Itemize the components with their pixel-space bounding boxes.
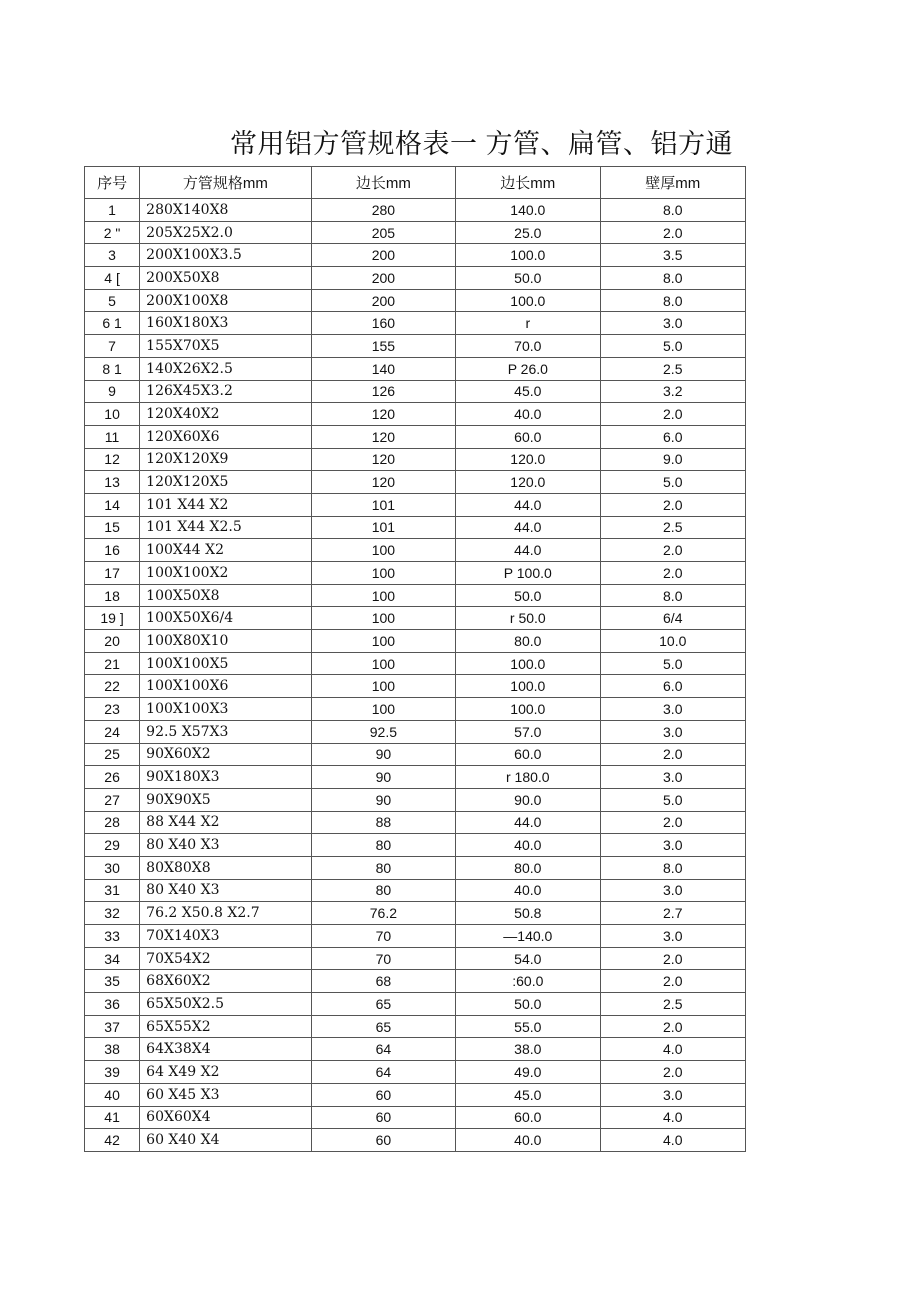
row-thickness: 3.0 <box>600 1083 745 1106</box>
header-side-b: 边长mm <box>456 167 600 199</box>
row-spec: 200X50X8 <box>140 267 312 290</box>
row-side-a: 160 <box>311 312 455 335</box>
row-side-a: 155 <box>311 335 455 358</box>
row-index: 23 <box>85 698 140 721</box>
row-side-b: 45.0 <box>456 380 600 403</box>
row-index: 8 1 <box>85 357 140 380</box>
table-row <box>85 607 746 630</box>
row-side-b: 50.0 <box>456 993 600 1016</box>
row-spec: 70X54X2 <box>140 947 312 970</box>
row-side-b: r 180.0 <box>456 766 600 789</box>
table-row <box>85 289 746 312</box>
row-side-a: 76.2 <box>311 902 455 925</box>
row-index: 25 <box>85 743 140 766</box>
row-thickness: 2.5 <box>600 993 745 1016</box>
row-side-b: 44.0 <box>456 516 600 539</box>
row-side-b: 70.0 <box>456 335 600 358</box>
row-side-b: 38.0 <box>456 1038 600 1061</box>
row-spec: 68X60X2 <box>140 970 312 993</box>
row-index: 21 <box>85 652 140 675</box>
row-thickness: 8.0 <box>600 584 745 607</box>
table-row <box>85 357 746 380</box>
row-thickness: 6.0 <box>600 425 745 448</box>
table-row <box>85 856 746 879</box>
row-side-a: 126 <box>311 380 455 403</box>
row-index: 19 ] <box>85 607 140 630</box>
row-spec: 76.2 X50.8 X2.7 <box>140 902 312 925</box>
row-spec: 100X100X6 <box>140 675 312 698</box>
table-row <box>85 993 746 1016</box>
row-spec: 100X44 X2 <box>140 539 312 562</box>
row-thickness: 4.0 <box>600 1129 745 1152</box>
row-side-a: 100 <box>311 675 455 698</box>
row-thickness: 5.0 <box>600 652 745 675</box>
row-side-b: r 50.0 <box>456 607 600 630</box>
row-index: 4 [ <box>85 267 140 290</box>
row-side-b: r <box>456 312 600 335</box>
row-index: 5 <box>85 289 140 312</box>
table-row <box>85 879 746 902</box>
row-side-a: 100 <box>311 698 455 721</box>
row-spec: 200X100X8 <box>140 289 312 312</box>
row-spec: 140X26X2.5 <box>140 357 312 380</box>
row-side-b: 60.0 <box>456 425 600 448</box>
table-row <box>85 788 746 811</box>
row-side-b: 40.0 <box>456 403 600 426</box>
table-row <box>85 675 746 698</box>
row-spec: 65X55X2 <box>140 1015 312 1038</box>
row-index: 3 <box>85 244 140 267</box>
page-title: 常用铝方管规格表一 方管、扁管、铝方通 <box>230 129 734 159</box>
row-thickness: 3.0 <box>600 720 745 743</box>
row-thickness: 2.0 <box>600 539 745 562</box>
row-index: 10 <box>85 403 140 426</box>
row-index: 14 <box>85 493 140 516</box>
row-spec: 100X50X6/4 <box>140 607 312 630</box>
row-side-b: 49.0 <box>456 1061 600 1084</box>
table-row <box>85 698 746 721</box>
row-spec: 120X120X9 <box>140 448 312 471</box>
row-spec: 60X60X4 <box>140 1106 312 1129</box>
row-thickness: 2.0 <box>600 947 745 970</box>
row-spec: 64X38X4 <box>140 1038 312 1061</box>
row-thickness: 2.0 <box>600 562 745 585</box>
row-side-b: 44.0 <box>456 493 600 516</box>
row-index: 30 <box>85 856 140 879</box>
row-side-a: 140 <box>311 357 455 380</box>
row-thickness: 2.0 <box>600 221 745 244</box>
row-thickness: 5.0 <box>600 788 745 811</box>
row-index: 41 <box>85 1106 140 1129</box>
row-side-b: 44.0 <box>456 539 600 562</box>
table-row <box>85 1038 746 1061</box>
header-index: 序号 <box>85 167 140 199</box>
row-side-a: 60 <box>311 1083 455 1106</box>
row-thickness: 10.0 <box>600 630 745 653</box>
row-index: 42 <box>85 1129 140 1152</box>
row-side-a: 80 <box>311 856 455 879</box>
table-row <box>85 267 746 290</box>
row-side-a: 100 <box>311 630 455 653</box>
row-spec: 60 X45 X3 <box>140 1083 312 1106</box>
row-spec: 126X45X3.2 <box>140 380 312 403</box>
header-thickness: 壁厚mm <box>600 167 745 199</box>
row-side-a: 101 <box>311 516 455 539</box>
row-side-a: 120 <box>311 471 455 494</box>
row-spec: 65X50X2.5 <box>140 993 312 1016</box>
row-side-a: 200 <box>311 289 455 312</box>
row-index: 2 " <box>85 221 140 244</box>
row-index: 7 <box>85 335 140 358</box>
row-side-b: :60.0 <box>456 970 600 993</box>
row-side-a: 120 <box>311 403 455 426</box>
row-spec: 60 X40 X4 <box>140 1129 312 1152</box>
row-side-b: 25.0 <box>456 221 600 244</box>
row-side-a: 100 <box>311 584 455 607</box>
row-side-b: 55.0 <box>456 1015 600 1038</box>
row-side-a: 101 <box>311 493 455 516</box>
header-spec: 方管规格mm <box>140 167 312 199</box>
row-spec: 100X80X10 <box>140 630 312 653</box>
row-thickness: 5.0 <box>600 471 745 494</box>
row-index: 6 1 <box>85 312 140 335</box>
row-thickness: 2.5 <box>600 357 745 380</box>
row-index: 15 <box>85 516 140 539</box>
row-spec: 80 X40 X3 <box>140 834 312 857</box>
row-side-a: 80 <box>311 834 455 857</box>
row-thickness: 3.0 <box>600 698 745 721</box>
row-thickness: 3.0 <box>600 925 745 948</box>
row-side-a: 92.5 <box>311 720 455 743</box>
row-index: 29 <box>85 834 140 857</box>
row-side-a: 90 <box>311 766 455 789</box>
row-spec: 90X90X5 <box>140 788 312 811</box>
row-index: 39 <box>85 1061 140 1084</box>
row-side-b: 50.8 <box>456 902 600 925</box>
row-thickness: 2.0 <box>600 970 745 993</box>
row-spec: 200X100X3.5 <box>140 244 312 267</box>
row-side-b: 40.0 <box>456 879 600 902</box>
row-spec: 160X180X3 <box>140 312 312 335</box>
row-side-a: 205 <box>311 221 455 244</box>
table-row <box>85 743 746 766</box>
row-spec: 100X100X3 <box>140 698 312 721</box>
row-side-a: 70 <box>311 947 455 970</box>
row-thickness: 2.5 <box>600 516 745 539</box>
spec-table <box>84 166 746 1152</box>
table-row <box>85 221 746 244</box>
row-index: 13 <box>85 471 140 494</box>
row-side-a: 100 <box>311 562 455 585</box>
row-index: 36 <box>85 993 140 1016</box>
row-thickness: 2.0 <box>600 743 745 766</box>
row-index: 24 <box>85 720 140 743</box>
table-row <box>85 562 746 585</box>
row-side-b: P 26.0 <box>456 357 600 380</box>
row-thickness: 6/4 <box>600 607 745 630</box>
row-index: 26 <box>85 766 140 789</box>
row-thickness: 2.0 <box>600 811 745 834</box>
row-index: 11 <box>85 425 140 448</box>
row-spec: 155X70X5 <box>140 335 312 358</box>
table-row <box>85 811 746 834</box>
row-spec: 80X80X8 <box>140 856 312 879</box>
row-thickness: 4.0 <box>600 1106 745 1129</box>
table-row <box>85 403 746 426</box>
row-thickness: 2.0 <box>600 1015 745 1038</box>
row-thickness: 8.0 <box>600 199 745 222</box>
row-index: 40 <box>85 1083 140 1106</box>
row-index: 12 <box>85 448 140 471</box>
row-side-a: 68 <box>311 970 455 993</box>
row-spec: 64 X49 X2 <box>140 1061 312 1084</box>
row-thickness: 3.0 <box>600 834 745 857</box>
row-side-a: 60 <box>311 1129 455 1152</box>
table-row <box>85 425 746 448</box>
row-index: 38 <box>85 1038 140 1061</box>
table-row <box>85 652 746 675</box>
row-side-a: 100 <box>311 539 455 562</box>
row-index: 27 <box>85 788 140 811</box>
row-side-b: 44.0 <box>456 811 600 834</box>
row-side-b: 45.0 <box>456 1083 600 1106</box>
row-side-b: 100.0 <box>456 675 600 698</box>
row-side-b: 80.0 <box>456 630 600 653</box>
row-thickness: 5.0 <box>600 335 745 358</box>
row-thickness: 3.0 <box>600 879 745 902</box>
row-index: 1 <box>85 199 140 222</box>
row-index: 34 <box>85 947 140 970</box>
table-row <box>85 471 746 494</box>
row-side-b: 120.0 <box>456 471 600 494</box>
row-side-b: 100.0 <box>456 652 600 675</box>
row-side-b: 57.0 <box>456 720 600 743</box>
row-side-b: 40.0 <box>456 1129 600 1152</box>
row-spec: 280X140X8 <box>140 199 312 222</box>
table-row <box>85 1061 746 1084</box>
table-body <box>85 199 746 1152</box>
table-row <box>85 516 746 539</box>
row-side-b: 100.0 <box>456 289 600 312</box>
row-thickness: 2.0 <box>600 1061 745 1084</box>
row-index: 31 <box>85 879 140 902</box>
row-side-a: 88 <box>311 811 455 834</box>
row-index: 32 <box>85 902 140 925</box>
row-side-b: 60.0 <box>456 743 600 766</box>
row-thickness: 2.0 <box>600 493 745 516</box>
row-spec: 120X120X5 <box>140 471 312 494</box>
row-side-b: 140.0 <box>456 199 600 222</box>
row-index: 28 <box>85 811 140 834</box>
row-thickness: 3.0 <box>600 766 745 789</box>
table-row <box>85 493 746 516</box>
row-index: 9 <box>85 380 140 403</box>
table-row <box>85 448 746 471</box>
row-thickness: 8.0 <box>600 856 745 879</box>
row-spec: 120X60X6 <box>140 425 312 448</box>
row-spec: 120X40X2 <box>140 403 312 426</box>
row-spec: 101 X44 X2 <box>140 493 312 516</box>
table-row <box>85 766 746 789</box>
table-row <box>85 199 746 222</box>
row-side-a: 65 <box>311 993 455 1016</box>
row-thickness: 4.0 <box>600 1038 745 1061</box>
table-row <box>85 335 746 358</box>
row-thickness: 3.0 <box>600 312 745 335</box>
row-side-a: 120 <box>311 425 455 448</box>
header-side-a: 边长mm <box>311 167 455 199</box>
row-side-b: 50.0 <box>456 267 600 290</box>
table-row <box>85 902 746 925</box>
row-index: 37 <box>85 1015 140 1038</box>
table-row <box>85 947 746 970</box>
row-index: 22 <box>85 675 140 698</box>
row-side-a: 90 <box>311 743 455 766</box>
table-row <box>85 834 746 857</box>
row-thickness: 9.0 <box>600 448 745 471</box>
row-side-a: 90 <box>311 788 455 811</box>
row-index: 18 <box>85 584 140 607</box>
row-thickness: 3.2 <box>600 380 745 403</box>
row-side-b: P 100.0 <box>456 562 600 585</box>
row-side-a: 65 <box>311 1015 455 1038</box>
table-row <box>85 244 746 267</box>
row-spec: 101 X44 X2.5 <box>140 516 312 539</box>
row-side-b: 80.0 <box>456 856 600 879</box>
row-spec: 88 X44 X2 <box>140 811 312 834</box>
row-thickness: 2.7 <box>600 902 745 925</box>
row-index: 20 <box>85 630 140 653</box>
table-header-row <box>85 167 746 199</box>
table-row <box>85 584 746 607</box>
row-side-a: 60 <box>311 1106 455 1129</box>
row-side-a: 120 <box>311 448 455 471</box>
table-row <box>85 970 746 993</box>
row-spec: 100X50X8 <box>140 584 312 607</box>
table-row <box>85 539 746 562</box>
row-side-a: 100 <box>311 607 455 630</box>
row-spec: 90X60X2 <box>140 743 312 766</box>
row-index: 33 <box>85 925 140 948</box>
row-spec: 90X180X3 <box>140 766 312 789</box>
row-thickness: 2.0 <box>600 403 745 426</box>
row-index: 16 <box>85 539 140 562</box>
row-thickness: 8.0 <box>600 267 745 290</box>
row-thickness: 8.0 <box>600 289 745 312</box>
row-side-a: 64 <box>311 1038 455 1061</box>
table-row <box>85 1015 746 1038</box>
row-side-a: 200 <box>311 244 455 267</box>
table-row <box>85 1129 746 1152</box>
table-row <box>85 630 746 653</box>
row-side-a: 70 <box>311 925 455 948</box>
row-side-a: 100 <box>311 652 455 675</box>
row-side-a: 200 <box>311 267 455 290</box>
row-spec: 70X140X3 <box>140 925 312 948</box>
row-side-a: 280 <box>311 199 455 222</box>
row-index: 35 <box>85 970 140 993</box>
row-side-b: —140.0 <box>456 925 600 948</box>
table-row <box>85 380 746 403</box>
row-side-b: 90.0 <box>456 788 600 811</box>
row-side-b: 54.0 <box>456 947 600 970</box>
row-spec: 92.5 X57X3 <box>140 720 312 743</box>
row-index: 17 <box>85 562 140 585</box>
row-spec: 80 X40 X3 <box>140 879 312 902</box>
row-side-b: 100.0 <box>456 698 600 721</box>
row-side-a: 64 <box>311 1061 455 1084</box>
table-row <box>85 312 746 335</box>
row-thickness: 3.5 <box>600 244 745 267</box>
row-side-b: 100.0 <box>456 244 600 267</box>
row-side-b: 50.0 <box>456 584 600 607</box>
row-side-b: 40.0 <box>456 834 600 857</box>
row-thickness: 6.0 <box>600 675 745 698</box>
row-side-b: 120.0 <box>456 448 600 471</box>
table-row <box>85 1106 746 1129</box>
row-side-b: 60.0 <box>456 1106 600 1129</box>
table-row <box>85 720 746 743</box>
table-row <box>85 1083 746 1106</box>
table-row <box>85 925 746 948</box>
row-side-a: 80 <box>311 879 455 902</box>
row-spec: 205X25X2.0 <box>140 221 312 244</box>
row-spec: 100X100X5 <box>140 652 312 675</box>
row-spec: 100X100X2 <box>140 562 312 585</box>
